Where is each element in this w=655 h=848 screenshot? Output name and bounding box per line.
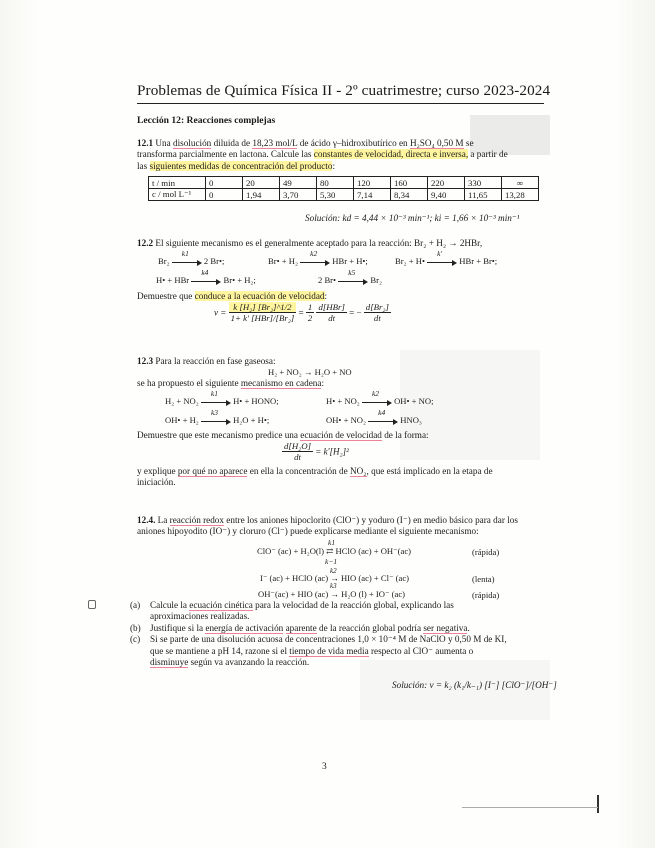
problem-number: 12.2 xyxy=(137,238,154,248)
reaction-12-3-2: H• + NO₂ k2 OH• + NO; xyxy=(326,389,434,406)
arrow-icon: k2 xyxy=(300,258,330,266)
arrow-icon: k5 xyxy=(338,277,368,285)
solution-12-4: Solución: v = k₂ (k₁/k₋₁) [I⁻] [ClO⁻]/[OH⁻] xyxy=(392,680,557,690)
question-a: (a) Calcule la ecuación cinética para la velocidad de la reacción global, explicando las xyxy=(130,600,454,610)
question-b: (b) Justifique si la energía de activación aparente de la reacción global podría ser negativa. xyxy=(130,622,470,633)
mechanism-step-3: OH⁻(ac) + HIO (ac) → H₂O (l) + IO⁻ (ac) xyxy=(258,589,406,599)
arrow-icon: k1 xyxy=(172,258,202,266)
problem-12-2-demo: Demuestre que conduce a la ecuación de velocidad: xyxy=(137,291,328,301)
reaction-12-2-3: Br₂ + H• k' HBr + Br•; xyxy=(395,249,498,266)
problem-number: 12.4. xyxy=(137,515,156,525)
header-rule xyxy=(137,103,544,104)
problem-number: 12.3 xyxy=(137,356,154,366)
scan-edge-line xyxy=(462,807,598,808)
step-3-note: (rápida) xyxy=(472,590,500,600)
arrow-icon: k3 xyxy=(201,417,231,425)
problem-12-4-intro: 12.4. La reacción redox entre los aniones hipoclorito (ClO⁻) y yoduro (I⁻) en medio básico para dar los aniones hipoyodito (IO⁻) y cloruro (Cl⁻) puede explicarse mediante el siguiente mecanismo: xyxy=(137,515,518,537)
document-page: Problemas de Química Física II - 2º cuatrimestre; curso 2023-2024 Lección 12: Reacciones complejas 12.1 Una disolución diluida de 18,23 mol/L de ácido γ–hidroxibutírico en H₂SO₄ 0,50 M se transforma parcialmente en lactona. Calcule las constantes de velocidad, directa e inversa, a partir de las siguientes medidas de concentración del producto: t / min 0 20 49 80 120 160 220 330 ∞ c / mol L⁻¹ 0 1,94 3,70 5,30 7,14 8,34 9,40 11,65 13,28 Solución: kd = 4,44 × 10⁻³ min⁻¹; ki = 1,66 × 10⁻³ min⁻¹ 12.2 El siguiente mecanismo es el generalmente aceptado para la reacción: Br₂ + H₂ → 2HBr, Br₂ k1 2 Br•; Br• + H₂ k2 HBr + H•; Br₂ + H• k' HBr + Br•; H• + HBr k4 Br• + H₂; 2 Br• k5 Br₂ Demuestre que conduce a la ecuación de velocidad: v = $\frac{\text{k [H₂] [Br₂]\textasciicircum{}1/2}}{\text{1+ k' [HBr]/[Br₂]}}$ = $\frac{1}{2}$ $\frac{\text{d[HBr]}}{dt}$ = − $\frac{\text{d[Br₂]}}{dt}$ 12.3 Para la reacción en fase gaseosa: H₂ + NO₂ → H₂O + NO se ha propuesto el siguiente mecanismo en cadena: H₂ + NO₂ k1 H• + HONO; H• + NO₂ k2 OH• + NO; OH• + H₂ k3 H₂O + H•; OH• + NO₂ k4 HNO₃ Demuestre que este mecanismo predice una ecuación de velocidad de la forma: $\frac{\text{d[H₂O]}}{dt}$ = k'[H₂]² y explique por qué no aparece en ella la concentración de NO₂, que está implicado en la etapa de iniciación. 12.4. La reacción redox entre los aniones hipoclorito (ClO⁻) y yoduro (I⁻) en medio básico para dar los aniones hipoyodito (IO⁻) y cloruro (Cl⁻) puede explicarse mediante el siguiente mecanismo: k1 ClO⁻ (ac) + H₂O(l) ⇄ HClO (ac) + OH⁻(ac) (rápida) k−1 k2 I⁻ (ac) + HClO (ac) → HIO (ac) + Cl⁻ (ac) (lenta) k3 OH⁻(ac) + HIO (ac) → H₂O (l) + IO⁻ (ac) (rápida) (a) Calcule la ecuación cinética para la velocidad de la reacción global, explicando las aproximaciones realizadas. (b) Justifique si la energía de activación aparente de la reacción global podría ser negativa. (c) Si se parte de una disolución acuosa de concentraciones 1,0 × 10⁻⁴ M de NaClO y 0,50 M de KI, que se mantiene a pH 14, razone si el tiempo de vida media respecto al ClO⁻ aumenta o disminuye según va avanzando la reacción. Solución: v = k₂ (k₁/k₋₁) [I⁻] [ClO⁻]/[OH⁻] 3 xyxy=(0,0,655,848)
question-c: (c) Si se parte de una disolución acuosa de concentraciones 1,0 × 10⁻⁴ M de NaClO y 0,50 M de KI, xyxy=(130,634,507,645)
step-1-note: (rápida) xyxy=(472,547,500,557)
arrow-icon: k1 xyxy=(201,398,231,406)
table-row: c / mol L⁻¹ 0 1,94 3,70 5,30 7,14 8,34 9,40 11,65 13,28 xyxy=(149,189,539,201)
mechanism-step-1: ClO⁻ (ac) + H₂O(l) ⇄ HClO (ac) + OH⁻(ac) xyxy=(257,546,411,556)
margin-checkbox-icon xyxy=(88,600,96,609)
solution-12-1: Solución: kd = 4,44 × 10⁻³ min⁻¹; ki = 1,66 × 10⁻³ min⁻¹ xyxy=(305,213,520,223)
problem-12-3-explain: y explique por qué no aparece en ella la concentración de NO₂, que está implicado en la etapa de iniciación. xyxy=(137,466,493,488)
document-header: Problemas de Química Física II - 2º cuatrimestre; curso 2023-2024 xyxy=(137,82,551,99)
fraction: $\frac{\text{k [H₂] [Br₂]\textasciicircum{}1/2}}{\text{1+ k' [HBr]/[Br₂]}}$ xyxy=(230,302,295,323)
problem-12-1: 12.1 Una disolución diluida de 18,23 mol/L de ácido γ–hidroxibutírico en H₂SO₄ 0,50 M se transforma parcialmente en lactona. Calcule las constantes de velocidad, directa e inversa, a partir de las siguientes medidas de concentración del producto: xyxy=(137,138,508,171)
reaction-12-3-1: H₂ + NO₂ k1 H• + HONO; xyxy=(165,389,279,406)
problem-number: 12.1 xyxy=(137,138,154,148)
scan-edge-mark xyxy=(597,795,599,813)
reaction-12-3-3: OH• + H₂ k3 H₂O + H•; xyxy=(165,408,270,425)
step-2-note: (lenta) xyxy=(472,574,495,584)
page-number: 3 xyxy=(322,762,327,772)
problem-12-3-demo: Demuestre que este mecanismo predice una ecuación de velocidad de la forma: xyxy=(137,430,429,440)
reaction-12-2-5: 2 Br• k5 Br₂ xyxy=(318,268,382,285)
arrow-icon: k4 xyxy=(368,417,398,425)
problem-12-3-intro: 12.3 Para la reacción en fase gaseosa: xyxy=(137,356,276,366)
problem-12-2-intro: 12.2 El siguiente mecanismo es el generalmente aceptado para la reacción: Br₂ + H₂ → 2HBr, xyxy=(137,238,483,248)
reaction-12-2-1: Br₂ k1 2 Br•; xyxy=(158,249,225,266)
concentration-table xyxy=(148,176,539,201)
reaction-12-3-4: OH• + NO₂ k4 HNO₃ xyxy=(326,408,422,425)
arrow-icon: k4 xyxy=(191,277,221,285)
overall-reaction-12-3: H₂ + NO₂ → H₂O + NO xyxy=(268,367,352,377)
lesson-title: Lección 12: Reacciones complejas xyxy=(137,115,276,126)
fraction: $\frac{\text{d[H₂O]}}{dt}$ xyxy=(284,441,312,462)
arrow-icon: k2 xyxy=(362,398,392,406)
arrow-icon: k' xyxy=(427,258,457,266)
table-row: t / min 0 20 49 80 120 160 220 330 ∞ xyxy=(149,177,539,189)
fraction: $\frac{\text{d[HBr]}}{dt}$ xyxy=(318,302,345,323)
mechanism-step-2: I⁻ (ac) + HClO (ac) → HIO (ac) + Cl⁻ (ac) xyxy=(260,573,410,583)
reaction-12-2-2: Br• + H₂ k2 HBr + H•; xyxy=(268,249,368,266)
fraction: $\frac{\text{d[Br₂]}}{dt}$ xyxy=(365,302,389,323)
rate-equation-12-3: $\frac{\text{d[H₂O]}}{dt}$ = k'[H₂]² xyxy=(284,441,349,462)
reaction-12-2-4: H• + HBr k4 Br• + H₂; xyxy=(156,268,256,285)
problem-12-3-proposed: se ha propuesto el siguiente mecanismo en cadena: xyxy=(137,378,325,388)
rate-equation-12-2: v = $\frac{\text{k [H₂] [Br₂]\textasciicircum{}1/2}}{\text{1+ k' [HBr]/[Br₂]}}$ = $\frac{1}{2}$ $\frac{\text{d[HBr]}}{dt}$ = − $\frac{\text{d[Br₂]}}{dt}$ xyxy=(214,302,389,323)
fraction: $\frac{1}{2}$ xyxy=(307,302,313,323)
problem-12-4-questions: (a) Calcule la ecuación cinética para la velocidad de la reacción global, explicando las aproximaciones realizadas. (b) Justifique si la energía de activación aparente de la reacción global podría ser negativa. (c) Si se parte de una disolución acuosa de concentraciones 1,0 × 10⁻⁴ M de NaClO y 0,50 M de KI, que se mantiene a pH 14, razone si el tiempo de vida media respecto al ClO⁻ aumenta o disminuye según va avanzando la reacción. xyxy=(130,600,550,668)
